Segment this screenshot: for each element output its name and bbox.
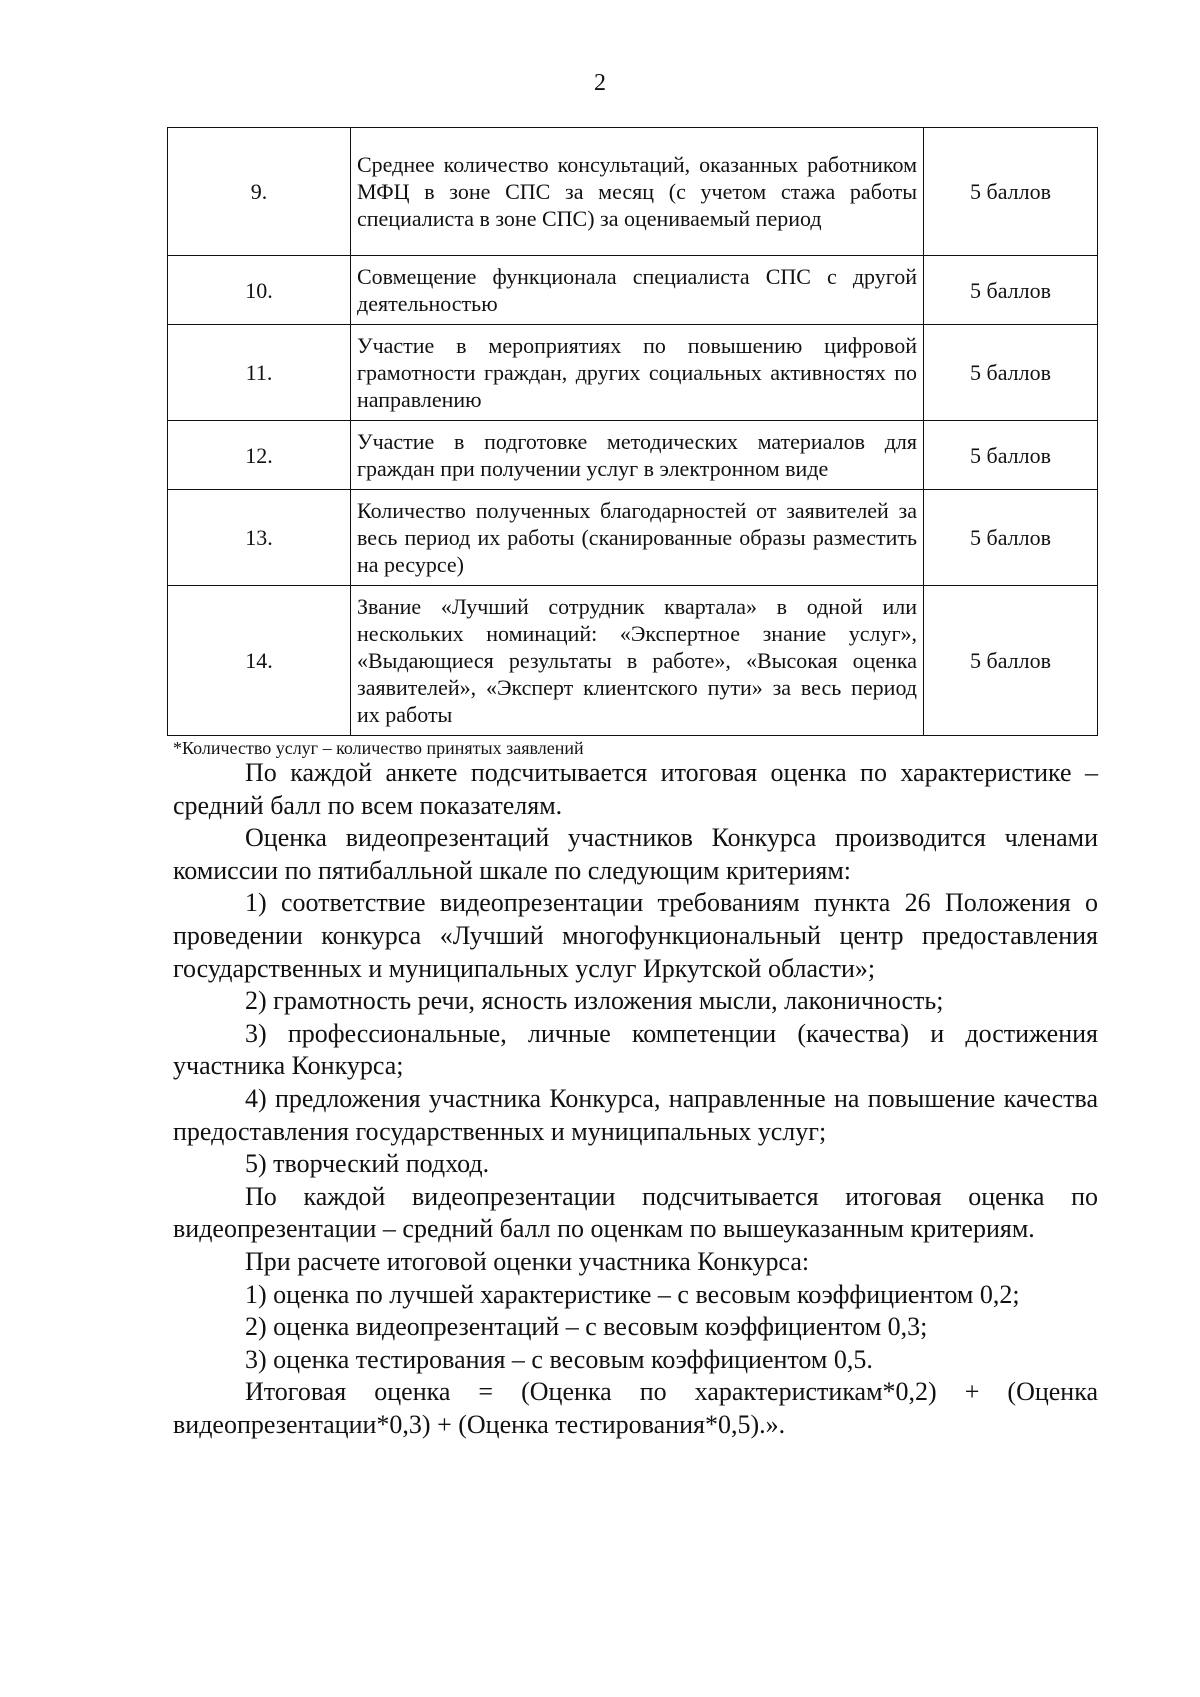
paragraph: По каждой анкете подсчитывается итоговая оценка по характеристике – средний балл по всем показателям. <box>173 758 1098 820</box>
page-number: 2 <box>594 70 606 96</box>
table-row <box>168 325 1098 421</box>
paragraph: Оценка видеопрезентаций участников Конкурса производится членами комиссии по пятибалльной шкале по следующим критериям: <box>173 823 1098 885</box>
paragraph: При расчете итоговой оценки участника Конкурса: <box>245 1246 810 1276</box>
body-text <box>173 757 1098 1441</box>
row-description: Количество полученных благодарностей от заявителей за весь период их работы (сканированные образы разместить на ресурсе) <box>351 490 924 586</box>
row-description: Участие в подготовке методических материалов для граждан при получении услуг в электронном виде <box>351 421 924 490</box>
row-description: Звание «Лучший сотрудник квартала» в одной или нескольких номинаций: «Экспертное знание услуг», «Выдающиеся результаты в работе», «Высокая оценка заявителей», «Эксперт клиентского пути» за весь период их работы <box>351 586 924 736</box>
row-score: 5 баллов <box>924 256 1098 325</box>
paragraph: Итоговая оценка = (Оценка по характеристикам*0,2) + (Оценка видеопрезентации*0,3) + (Оценка тестирования*0,5).». <box>173 1377 1098 1439</box>
row-score: 5 баллов <box>924 586 1098 736</box>
row-score: 5 баллов <box>924 128 1098 256</box>
row-number: 9. <box>168 128 351 256</box>
table-row <box>168 256 1098 325</box>
row-number: 11. <box>168 325 351 421</box>
row-number: 10. <box>168 256 351 325</box>
paragraph: 2) грамотность речи, ясность изложения мысли, лаконичность; <box>245 986 944 1016</box>
row-number: 12. <box>168 421 351 490</box>
paragraph: 3) профессиональные, личные компетенции (качества) и достижения участника Конкурса; <box>173 1018 1098 1081</box>
row-number: 13. <box>168 490 351 586</box>
table-row <box>168 421 1098 490</box>
row-description: Участие в мероприятиях по повышению цифровой грамотности граждан, других социальных активностях по направлению <box>351 325 924 421</box>
paragraph: 4) предложения участника Конкурса, направленные на повышение качества предоставления государственных и муниципальных услуг; <box>173 1083 1098 1146</box>
table-row <box>168 128 1098 256</box>
row-score: 5 баллов <box>924 490 1098 586</box>
table-row <box>168 490 1098 586</box>
paragraph: 1) соответствие видеопрезентации требованиям пункта 26 Положения о проведении конкурса «Лучший многофункциональный центр предоставления государственных и муниципальных услуг Иркутской области»; <box>173 888 1098 983</box>
table-row <box>168 586 1098 736</box>
paragraph: 3) оценка тестирования – с весовым коэффициентом 0,5. <box>245 1344 873 1374</box>
paragraph: 1) оценка по лучшей характеристике – с весовым коэффициентом 0,2; <box>245 1279 1020 1309</box>
row-score: 5 баллов <box>924 325 1098 421</box>
criteria-table <box>167 127 1098 736</box>
paragraph: 2) оценка видеопрезентаций – с весовым коэффициентом 0,3; <box>245 1312 928 1342</box>
row-description: Совмещение функционала специалиста СПС с другой деятельностью <box>351 256 924 325</box>
paragraph: 5) творческий подход. <box>245 1149 490 1179</box>
paragraph: По каждой видеопрезентации подсчитывается итоговая оценка по видеопрезентации – средний балл по оценкам по вышеуказанным критериям. <box>173 1181 1098 1244</box>
row-number: 14. <box>168 586 351 736</box>
table-footnote: *Количество услуг – количество принятых заявлений <box>173 738 584 758</box>
row-description: Среднее количество консультаций, оказанных работником МФЦ в зоне СПС за месяц (с учетом стажа работы специалиста в зоне СПС) за оцениваемый период <box>351 128 924 256</box>
row-score: 5 баллов <box>924 421 1098 490</box>
